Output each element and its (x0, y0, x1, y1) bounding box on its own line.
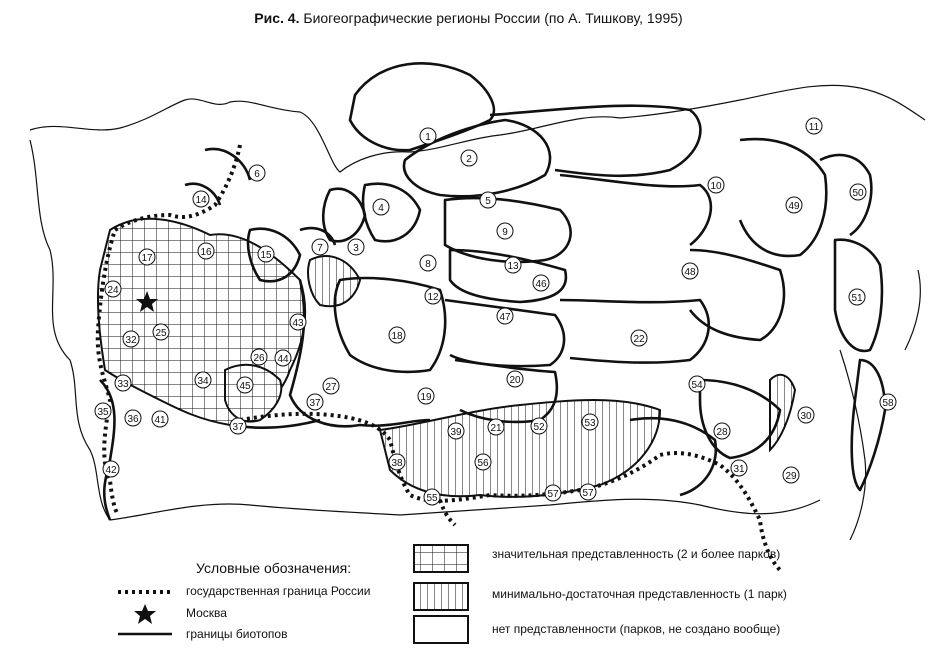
region-45 (237, 377, 253, 393)
svg-text:57: 57 (582, 488, 594, 499)
svg-text:39: 39 (450, 427, 462, 438)
region-11 (806, 118, 822, 134)
svg-text:50: 50 (852, 188, 864, 199)
region-18 (389, 327, 405, 343)
svg-text:35: 35 (97, 407, 109, 418)
region-56 (475, 454, 491, 470)
region-36 (125, 410, 141, 426)
region-31 (731, 460, 747, 476)
regions-minimal (308, 256, 795, 497)
svg-text:27: 27 (325, 382, 337, 393)
svg-text:17: 17 (141, 253, 153, 264)
region-51 (849, 289, 865, 305)
region-35 (95, 403, 111, 419)
region-46 (533, 275, 549, 291)
region-25 (153, 324, 169, 340)
svg-text:2: 2 (466, 154, 472, 165)
region-42 (103, 461, 119, 477)
region-4 (373, 199, 389, 215)
region-49 (786, 197, 802, 213)
legend-moscow-label: Москва (186, 606, 227, 620)
svg-text:12: 12 (427, 292, 439, 303)
region-28 (714, 423, 730, 439)
legend-biotope-label: границы биотопов (186, 627, 288, 641)
svg-text:47: 47 (499, 312, 511, 323)
region-10 (708, 177, 724, 193)
svg-text:32: 32 (125, 335, 137, 346)
svg-text:19: 19 (420, 392, 432, 403)
svg-text:56: 56 (477, 458, 489, 469)
svg-text:38: 38 (391, 458, 403, 469)
region-38 (389, 454, 405, 470)
svg-text:5: 5 (485, 196, 491, 207)
legend-border-label: государственная граница России (186, 584, 371, 598)
svg-text:58: 58 (882, 398, 894, 409)
legend-title: Условные обозначения: (196, 560, 352, 576)
region-41 (152, 411, 168, 427)
svg-text:46: 46 (535, 279, 547, 290)
region-12 (425, 288, 441, 304)
svg-text:7: 7 (317, 243, 323, 254)
svg-text:57: 57 (547, 489, 559, 500)
svg-text:55: 55 (426, 493, 438, 504)
svg-text:45: 45 (239, 381, 251, 392)
svg-text:22: 22 (633, 334, 645, 345)
region-1 (420, 128, 436, 144)
figure-caption: Биогеографические регионы России (по А. Тишкову, 1995) (303, 10, 683, 26)
region-43 (290, 314, 306, 330)
region-52 (531, 418, 547, 434)
region-58 (880, 394, 896, 410)
svg-text:30: 30 (800, 411, 812, 422)
region-39 (448, 423, 464, 439)
svg-text:13: 13 (507, 261, 519, 272)
region-30 (798, 407, 814, 423)
svg-text:44: 44 (277, 354, 289, 365)
region-9 (497, 223, 513, 239)
legend-swatch-empty (414, 616, 468, 643)
region-37b (230, 418, 246, 434)
region-34 (195, 372, 211, 388)
region-17 (139, 249, 155, 265)
legend-moscow-star-icon (134, 604, 156, 624)
svg-text:3: 3 (353, 243, 359, 254)
region-53 (582, 414, 598, 430)
svg-text:54: 54 (691, 380, 703, 391)
region-26 (251, 349, 267, 365)
region-5 (480, 192, 496, 208)
svg-text:26: 26 (253, 353, 265, 364)
region-6 (249, 165, 265, 181)
legend-swatch-vlines (414, 583, 468, 610)
region-32 (123, 331, 139, 347)
legend-none-label: нет представленности (парков, не создано вообще) (492, 622, 781, 636)
region-54 (689, 376, 705, 392)
region-37 (307, 394, 323, 410)
svg-text:6: 6 (254, 169, 260, 180)
svg-text:31: 31 (733, 464, 745, 475)
svg-text:4: 4 (378, 203, 384, 214)
svg-text:42: 42 (105, 465, 117, 476)
svg-text:20: 20 (509, 375, 521, 386)
svg-text:10: 10 (710, 181, 722, 192)
svg-text:11: 11 (808, 122, 820, 133)
svg-text:53: 53 (584, 418, 596, 429)
region-33 (115, 375, 131, 391)
svg-text:21: 21 (490, 423, 502, 434)
svg-text:51: 51 (851, 293, 863, 304)
svg-text:43: 43 (292, 318, 304, 329)
svg-text:8: 8 (425, 259, 431, 270)
region-7 (312, 239, 328, 255)
region-14 (193, 191, 209, 207)
region-8 (420, 255, 436, 271)
svg-text:15: 15 (260, 250, 272, 261)
legend-minimal-label: минимально-достаточная представленность (1 парк) (492, 587, 787, 601)
svg-text:29: 29 (785, 471, 797, 482)
region-47 (497, 308, 513, 324)
region-21 (488, 419, 504, 435)
region-16 (198, 243, 214, 259)
region-27 (323, 378, 339, 394)
region-29 (783, 467, 799, 483)
legend-significant-label: значительная представленность (2 и более парков) (492, 547, 781, 561)
region-15 (258, 246, 274, 262)
svg-text:9: 9 (502, 227, 508, 238)
region-57b (580, 484, 596, 500)
region-19 (418, 388, 434, 404)
svg-text:16: 16 (200, 247, 212, 258)
region-volga-grid (225, 365, 281, 422)
region-22 (631, 330, 647, 346)
figure-number: Рис. 4. (254, 10, 300, 26)
svg-text:34: 34 (197, 376, 209, 387)
svg-text:25: 25 (155, 328, 167, 339)
svg-text:1: 1 (425, 132, 431, 143)
region-13 (505, 257, 521, 273)
region-south-siberia-lines (380, 400, 660, 497)
svg-text:48: 48 (684, 267, 696, 278)
region-48 (682, 263, 698, 279)
svg-text:33: 33 (117, 379, 129, 390)
region-24 (105, 281, 121, 297)
svg-text:37: 37 (309, 398, 321, 409)
region-3 (348, 239, 364, 255)
region-57a (545, 485, 561, 501)
svg-text:28: 28 (716, 427, 728, 438)
region-2 (461, 150, 477, 166)
svg-text:37: 37 (232, 422, 244, 433)
region-kamchatka-lines (770, 375, 795, 450)
svg-text:49: 49 (788, 201, 800, 212)
svg-text:14: 14 (195, 195, 207, 206)
svg-text:52: 52 (533, 422, 545, 433)
svg-text:41: 41 (154, 415, 166, 426)
legend-swatch-grid (414, 545, 468, 572)
svg-text:36: 36 (127, 414, 139, 425)
region-55 (424, 489, 440, 505)
region-20 (507, 371, 523, 387)
svg-text:24: 24 (107, 285, 119, 296)
region-50 (850, 184, 866, 200)
region-44 (275, 350, 291, 366)
svg-text:18: 18 (391, 331, 403, 342)
